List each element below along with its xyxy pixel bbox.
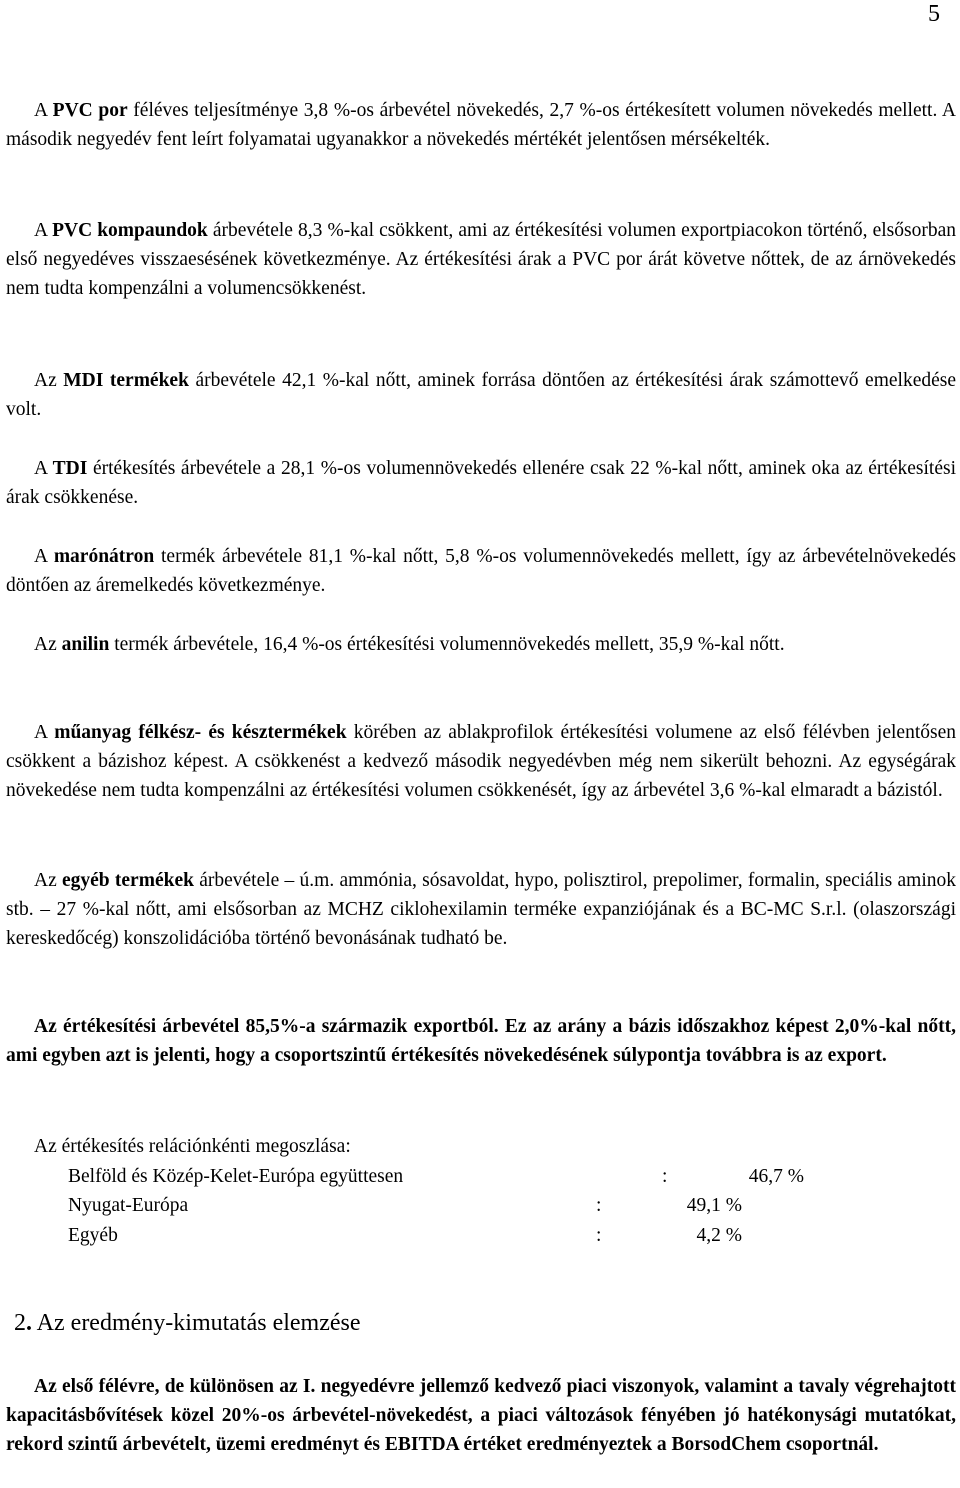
paragraph-tdi: A TDI értékesítés árbevétele a 28,1 %-os volumennövekedés ellenére csak 22 %-kal nőtt, aminek oka az értékesítési árak csökkenése.: [6, 458, 956, 508]
row-separator: :: [596, 1195, 602, 1216]
section-title: Az eredmény-kimutatás elemzése: [32, 1310, 361, 1336]
row-value: 4,2 %: [696, 1224, 742, 1246]
term-anilin: anilin: [61, 634, 110, 655]
paragraph-export: Az értékesítési árbevétel 85,5%-a származik exportból. Ez az arány a bázis időszakhoz képest 2,0%-kal nőtt, ami egyben azt is jelenti, hogy a csoportszintű értékesítés növekedésének súlypontja továbbra is az export.: [6, 1016, 956, 1066]
term-tdi: TDI: [52, 458, 88, 479]
row-value: 49,1 %: [686, 1195, 742, 1216]
table-title-row: [6, 1132, 956, 1162]
term-pvc-por: PVC por: [52, 100, 128, 121]
term-maronatron: marónátron: [53, 546, 155, 567]
row-label: Egyéb: [68, 1224, 118, 1246]
section-number-dot: .: [26, 1310, 32, 1336]
row-label: Nyugat-Európa: [68, 1195, 189, 1216]
page-number: 5: [928, 1, 940, 27]
paragraph-muanyag: A műanyag félkész- és késztermékek körében az ablakprofilok értékesítési volumene az első félévben jelentősen csökkent a bázishoz képest. A csökkenést a kedvező második negyedévben még nem sikerült behozni. Az egységárak növekedése nem tudta kompenzálni az értékesítési volumen csökkenését, így az árbevétel 3,6 %-kal elmaradt a bázistól.: [6, 722, 956, 801]
term-mdi: MDI termékek: [63, 370, 189, 391]
section-heading: [14, 1308, 361, 1338]
paragraph-egyeb-termekek: Az egyéb termékek árbevétele – ú.m. ammónia, sósavoldat, hypo, polisztirol, prepolimer, formalin, speciális aminok stb. – 27 %-kal nőtt, ami elsősorban az MCHZ ciklohexilamin terméke expanziójának és a BC-MC S.r.l. (olaszországi kereskedőcég) konszolidációba történő bevonásának tudható be.: [6, 870, 956, 949]
term-muanyag: műanyag félkész- és késztermékek: [54, 722, 347, 743]
sales-distribution-table: [6, 1132, 956, 1250]
table-row: [6, 1191, 956, 1221]
table-row: [6, 1162, 956, 1192]
row-value: 46,7 %: [748, 1165, 804, 1187]
paragraph-summary: Az első félévre, de különösen az I. negyedévre jellemző kedvező piaci viszonyok, valamint a tavaly végrehajtott kapacitásbővítések közel 20%-os árbevétel-növekedést, a piaci változások fényében jó hatékonysági mutatókat, rekord szintű árbevételt, üzemi eredményt és EBITDA értéket eredményeztek a BorsodChem csoportnál.: [6, 1376, 956, 1455]
term-pvc-kompaundok: PVC kompaundok: [52, 220, 208, 241]
section-number: 2: [14, 1310, 26, 1336]
row-separator: :: [662, 1165, 668, 1187]
paragraph-pvc-por: A PVC por féléves teljesítménye 3,8 %-os árbevétel növekedés, 2,7 %-os értékesített volumen növekedés mellett. A második negyedév fent leírt folyamatai ugyanakkor a növekedés mértékét jelentősen mérsékelték.: [6, 100, 956, 150]
row-separator: :: [596, 1224, 602, 1246]
row-label: Belföld és Közép-Kelet-Európa együttesen: [68, 1165, 404, 1187]
table-row: [6, 1221, 956, 1251]
paragraph-mdi: Az MDI termékek árbevétele 42,1 %-kal nőtt, aminek forrása döntően az értékesítési árak számottevő emelkedése volt.: [6, 370, 956, 420]
table-title: Az értékesítés relációnkénti megoszlása:: [34, 1136, 351, 1157]
term-egyeb-termekek: egyéb termékek: [62, 870, 194, 891]
paragraph-pvc-kompaundok: A PVC kompaundok árbevétele 8,3 %-kal csökkent, ami az értékesítési volumen exportpiacokon történő, elsősorban első negyedéves visszaesésének következménye. Az értékesítési árak a PVC por árát követve nőttek, de az árnövekedés nem tudta kompenzálni a volumencsökkenést.: [6, 220, 956, 299]
paragraph-anilin: Az anilin termék árbevétele, 16,4 %-os értékesítési volumennövekedés mellett, 35,9 %-kal nőtt.: [34, 634, 785, 655]
paragraph-maronatron: A marónátron termék árbevétele 81,1 %-kal nőtt, 5,8 %-os volumennövekedés mellett, így az árbevételnövekedés döntően az áremelkedés következménye.: [6, 546, 956, 596]
